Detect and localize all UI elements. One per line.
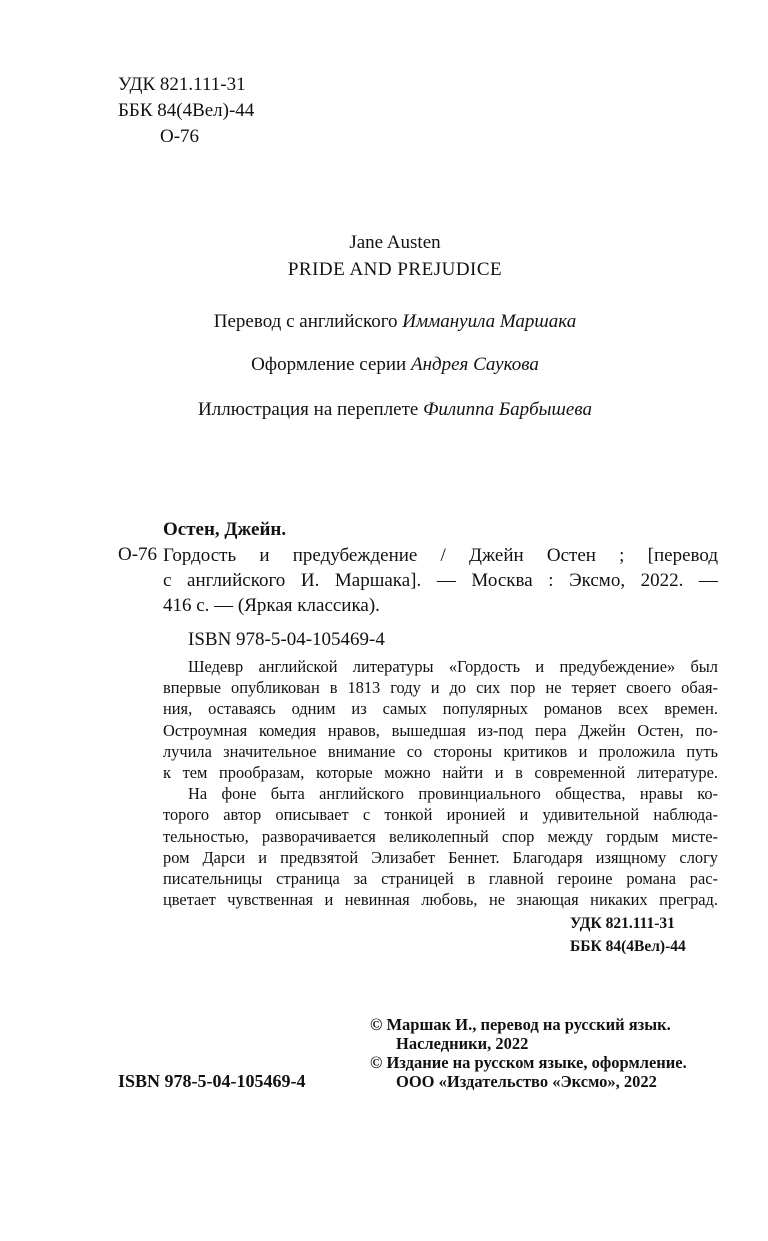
bibliography-line: 416 с. — (Яркая классика). — [163, 595, 380, 616]
annotation-line: Остроумная комедия нравов, вышедшая из-под пера Джейн Остен, по- — [163, 720, 718, 740]
author-english: Jane Austen — [349, 232, 441, 253]
footer-isbn: ISBN 978-5-04-105469-4 — [118, 1071, 306, 1091]
bibliography-mark: О-76 — [118, 544, 158, 565]
annotation-line: к тем прообразам, которые можно найти и в современной литературе. — [163, 763, 718, 782]
series-credit — [0, 354, 768, 376]
annotation-line: ром Дарси и предвзятой Элизабет Беннет. Благодаря изящному слогу — [163, 847, 718, 867]
annotation-line: На фоне быта английского провинциального общества, нравы ко- — [188, 784, 718, 804]
author-mark: О-76 — [160, 126, 200, 147]
annotation-line: писательницы страница за страницей в главной героине романа рас- — [163, 869, 718, 888]
copyright-translation-holder: Наследники, 2022 — [396, 1034, 529, 1053]
bibliography-line: с английского И. Маршака]. — Москва : Эксмо, 2022. — — [163, 570, 718, 591]
annotation-udk: УДК 821.111-31 — [570, 915, 675, 932]
annotation-line: торого автор описывает с тонкой иронией и удивительной наблюда- — [163, 805, 718, 825]
annotation-line: ния, оставаясь одним из самых популярных романов всех времен. — [163, 699, 718, 719]
udk-code: УДК 821.111-31 — [118, 74, 246, 95]
annotation-line: лучила значительное внимание со стороны критиков и проложила путь — [163, 741, 718, 761]
annotation-line: Шедевр английской литературы «Гордость и предубеждение» был — [188, 657, 718, 676]
cover-credit — [0, 399, 768, 421]
annotation-line: впервые опубликован в 1813 году и до сих пор не теряет своего обая- — [163, 678, 718, 698]
translation-label: Перевод с английского — [213, 311, 398, 332]
translation-credit — [0, 311, 768, 333]
copyright-translation: © Маршак И., перевод на русский язык. — [370, 1015, 671, 1034]
annotation-line: тельностью, разворачивается великолепный спор между гордым мисте- — [163, 826, 718, 846]
series-designer: Андрея Саукова — [410, 354, 539, 375]
series-label: Оформление серии — [251, 354, 407, 375]
annotation-line: цветает чувственная и невинная любовь, не знающая никаких преград. — [163, 890, 718, 910]
copyright-publisher: ООО «Издательство «Эксмо», 2022 — [396, 1072, 657, 1091]
annotation-bbk: ББК 84(4Вел)-44 — [570, 938, 686, 955]
copyright-block — [370, 1015, 687, 1091]
copyright-edition: © Издание на русском языке, оформление. — [370, 1053, 687, 1072]
cover-artist: Филиппа Барбышева — [423, 399, 592, 420]
bibliography-author: Остен, Джейн. — [163, 519, 287, 540]
bibliography-line: Гордость и предубеждение / Джейн Остен ; [перевод — [163, 545, 718, 566]
bbk-code: ББК 84(4Вел)-44 — [118, 100, 255, 121]
title-english: PRIDE AND PREJUDICE — [287, 259, 503, 280]
cover-label: Иллюстрация на переплете — [198, 399, 419, 420]
bibliography-isbn: ISBN 978-5-04-105469-4 — [188, 629, 385, 650]
translator-name: Иммануила Маршака — [402, 311, 577, 332]
